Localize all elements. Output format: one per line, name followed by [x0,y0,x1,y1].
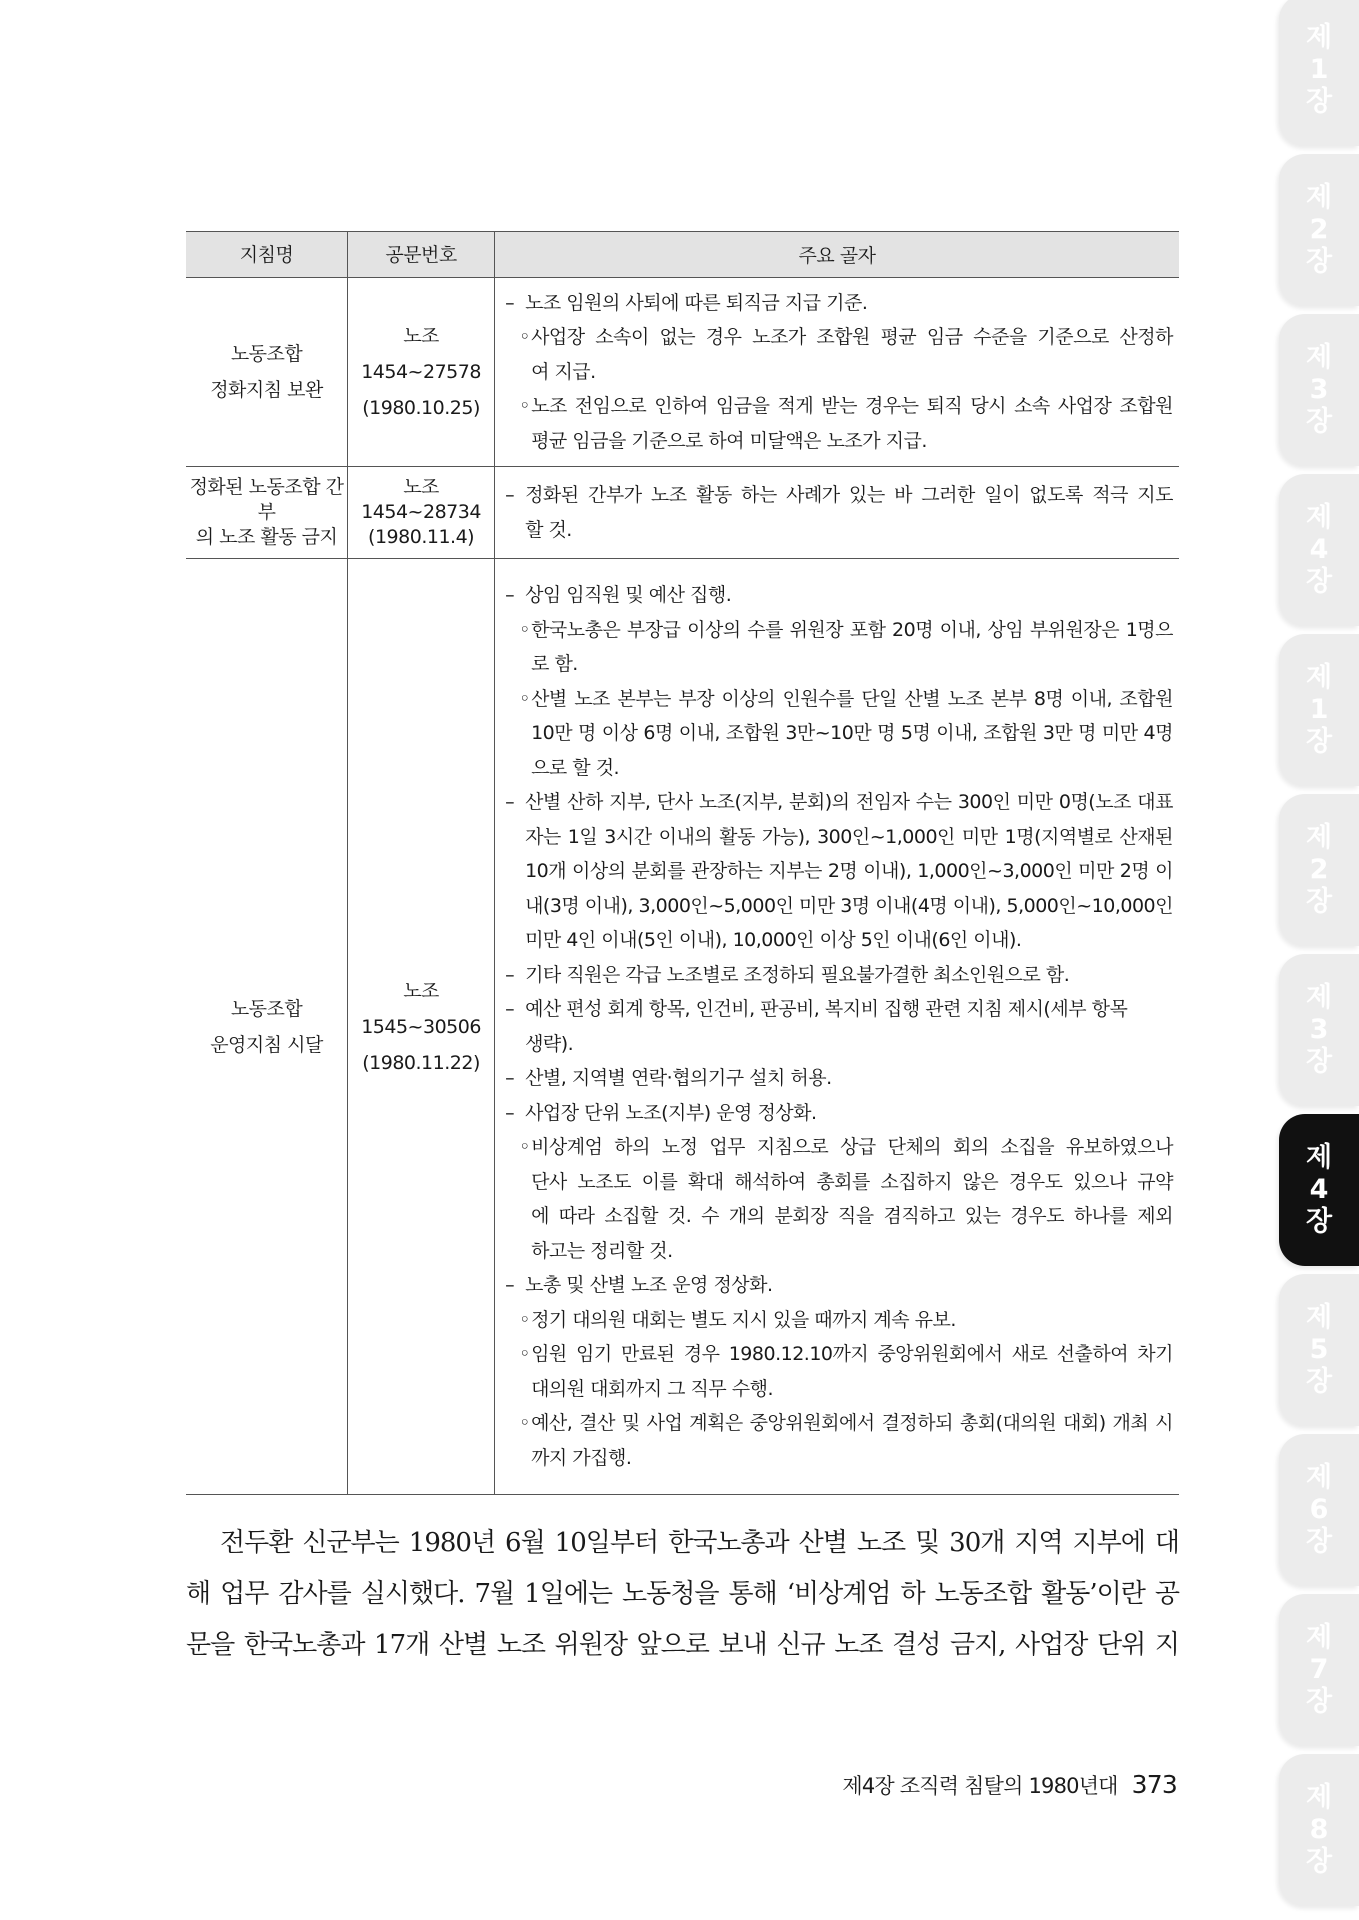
chapter-tab[interactable] [1279,634,1359,786]
guideline-name-line: 노동조합 [230,997,303,1020]
point-line [505,389,1173,424]
dash-bullet: – [505,998,515,1020]
dash-bullet: – [505,484,515,506]
guideline-name-cell [186,467,348,559]
point-text: 평균 임금을 기준으로 하여 미달액은 노조가 지급. [531,429,927,452]
point-line [505,1234,1173,1269]
chapter-tab-char: 7 [1309,1654,1329,1685]
point-line [505,958,1173,993]
point-text: 미만 4인 이내(5인 이내), 10,000인 이상 5인 이내(6인 이내). [525,929,1022,951]
point-text: 으로 할 것. [531,756,620,779]
chapter-tab-char: 장 [1305,406,1333,437]
dash-bullet: – [505,584,515,606]
point-text: 내(3명 이내), 3,000인~5,000인 미만 3명 이내(4명 이내), 5,000인~10,000인 [525,894,1173,917]
point-line [505,1303,1173,1338]
point-line [505,785,1173,820]
table-header-row [186,232,1179,278]
running-chapter-title: 제4장 조직력 침탈의 1980년대 [842,1774,1118,1798]
point-text: 사업장 소속이 없는 경우 노조가 조합원 평균 임금 수준을 기준으로 산정하 [531,326,1173,349]
chapter-tab-char: 제 [1305,1302,1333,1333]
document-number-cell [348,467,495,559]
guideline-name-cell [186,559,348,1495]
chapter-tab[interactable] [1279,954,1359,1106]
point-line [505,647,1173,682]
point-line [505,1199,1173,1234]
chapter-tab-char: 제 [1305,1142,1333,1173]
table-row [186,559,1179,1495]
guideline-name-line: 노동조합 [230,343,303,365]
point-line [505,578,1173,613]
point-text: 한국노총은 부장급 이상의 수를 위원장 포함 20명 이내, 상임 부위원장은 1명으 [531,618,1173,641]
guideline-name-line: 운영지침 시달 [210,1033,323,1056]
point-text: 정기 대의원 대회는 별도 지시 있을 때까지 계속 유보. [531,1308,956,1331]
chapter-tab[interactable] [1279,314,1359,466]
point-text: 자는 1일 3시간 이내의 활동 가능), 300인~1,000인 미만 1명(지역별로 산재된 [525,825,1173,848]
header-guideline-name: 지침명 [186,232,348,278]
point-line [505,1337,1173,1372]
point-text: 할 것. [525,518,572,541]
dash-bullet: – [505,1274,515,1296]
circle-bullet: ◦ [519,326,530,349]
chapter-tab-char: 2 [1309,214,1329,245]
point-text: 정화된 간부가 노조 활동 하는 사례가 있는 바 그러한 일이 없도록 적극 지도 [525,484,1173,506]
paragraph-line: 전두환 신군부는 1980년 6월 10일부터 한국노총과 산별 노조 및 30개 지역 지부에 대 [220,1528,1179,1558]
chapter-tab-char: 제 [1305,502,1333,533]
dash-bullet: – [505,791,515,813]
dash-bullet: – [505,1067,515,1089]
document-number-line: 노조 [403,979,439,1002]
point-text: 노조 전임으로 인하여 임금을 적게 받는 경우는 퇴직 당시 소속 사업장 조합원 [531,395,1173,418]
chapter-tab[interactable] [1279,794,1359,946]
point-line [505,682,1173,717]
chapter-tab[interactable] [1279,154,1359,306]
point-line [505,478,1173,513]
chapter-tab-char: 3 [1309,374,1329,405]
document-number-line: (1980.10.25) [362,397,480,419]
chapter-tab-char: 장 [1305,1526,1333,1557]
point-line [505,424,1173,459]
circle-bullet: ◦ [519,1412,530,1434]
table-row [186,278,1179,467]
page-number: 373 [1131,1770,1177,1799]
chapter-tab-char: 4 [1309,1174,1329,1205]
chapter-tab-char: 6 [1309,1494,1329,1525]
point-line [505,889,1173,924]
table-body [186,278,1179,1495]
chapter-tab-char: 4 [1309,534,1329,565]
chapter-tab-char: 8 [1309,1814,1329,1845]
point-line [505,1096,1173,1131]
guideline-name-line: 정화된 노동조합 간부 [189,476,344,523]
point-line [505,854,1173,889]
point-text: 단사 노조도 이를 확대 해석하여 총회를 소집하지 않은 경우도 있으나 규약 [531,1170,1173,1193]
point-line [505,355,1173,390]
circle-bullet: ◦ [519,687,530,710]
chapter-tab-char: 제 [1305,182,1333,213]
point-text: 여 지급. [531,360,596,383]
chapter-tab-char: 장 [1305,726,1333,757]
point-text: 예산 편성 회계 항목, 인건비, 판공비, 복지비 집행 관련 지침 제시(세부 항목 [525,998,1128,1020]
document-number-line: 1454~27578 [361,361,481,383]
document-number-line: 노조 [403,476,439,498]
dash-bullet: – [505,291,515,314]
chapter-tab[interactable] [1279,474,1359,626]
point-line [505,613,1173,648]
chapter-tab[interactable] [1279,1114,1359,1266]
chapter-tab-char: 제 [1305,1622,1333,1653]
point-line [505,751,1173,786]
chapter-tab[interactable] [1279,1434,1359,1586]
document-number-cell [348,278,495,467]
point-text: 하고는 정리할 것. [531,1239,673,1262]
document-number-line: (1980.11.4) [368,526,475,548]
chapter-tab-char: 제 [1305,1782,1333,1813]
chapter-tab-char: 장 [1305,566,1333,597]
chapter-tab[interactable] [1279,1594,1359,1746]
chapter-tab-char: 2 [1309,854,1329,885]
point-text: 노총 및 산별 노조 운영 정상화. [525,1274,773,1296]
point-line [505,820,1173,855]
point-text: 사업장 단위 노조(지부) 운영 정상화. [525,1101,817,1124]
main-points-cell [495,559,1179,1495]
point-line [505,1441,1173,1476]
point-text: 산별 노조 본부는 부장 이상의 인원수를 단일 산별 노조 본부 8명 이내, 조합원 [531,687,1173,710]
document-number-cell [348,559,495,1495]
point-text: 산별 산하 지부, 단사 노조(지부, 분회)의 전임자 수는 300인 미만 0명(노조 대표 [525,791,1173,813]
document-number-line: 1454~28734 [361,501,481,523]
point-text: 비상계엄 하의 노정 업무 지침으로 상급 단체의 회의 소집을 유보하였으나 [531,1136,1173,1158]
chapter-tab-char: 장 [1305,246,1333,277]
header-main-points: 주요 골자 [495,232,1179,278]
point-line [505,1268,1173,1303]
chapter-tab-char: 1 [1309,54,1329,85]
guideline-name-line: 의 노조 활동 금지 [195,526,338,548]
point-line [505,1406,1173,1441]
point-line [505,286,1173,321]
chapter-tab-char: 장 [1305,1206,1333,1237]
point-text: 상임 임직원 및 예산 집행. [525,584,732,606]
chapter-tab-char: 제 [1305,662,1333,693]
point-text: 대의원 대회까지 그 직무 수행. [531,1377,774,1400]
chapter-tab[interactable] [1279,0,1359,146]
page-footer [842,1770,1177,1800]
guideline-table [186,231,1179,1495]
point-line [505,1165,1173,1200]
chapter-tab-char: 3 [1309,1014,1329,1045]
guideline-name-cell [186,278,348,467]
point-text: 예산, 결산 및 사업 계획은 중앙위원회에서 결정하되 총회(대의원 대회) 개최 시 [531,1412,1173,1434]
point-text: 생략). [525,1032,574,1055]
chapter-tab[interactable] [1279,1274,1359,1426]
document-number-line: (1980.11.22) [362,1051,480,1074]
chapter-tab-char: 1 [1309,694,1329,725]
chapter-tab-char: 장 [1305,886,1333,917]
point-text: 에 따라 소집할 것. 수 개의 분회장 직을 겸직하고 있는 경우도 하나를 제외 [531,1205,1173,1227]
chapter-tab-char: 장 [1305,1846,1333,1877]
paragraph-line: 해 업무 감사를 실시했다. 7월 1일에는 노동청을 통해 ‘비상계엄 하 노동조합 활동’이란 공 [186,1579,1179,1609]
point-text: 임원 임기 만료된 경우 1980.12.10까지 중앙위원회에서 새로 선출하여 차기 [531,1343,1173,1365]
chapter-tab-char: 제 [1305,822,1333,853]
circle-bullet: ◦ [519,1343,530,1365]
point-line [505,716,1173,751]
point-line [505,1372,1173,1407]
chapter-tab-char: 장 [1305,1046,1333,1077]
point-line [505,513,1173,548]
point-line [505,1061,1173,1096]
point-line [505,1130,1173,1165]
point-text: 노조 임원의 사퇴에 따른 퇴직금 지급 기준. [525,291,868,314]
dash-bullet: – [505,1101,515,1124]
dash-bullet: – [505,963,515,986]
point-text: 10만 명 이상 6명 이내, 조합원 3만~10만 명 5명 이내, 조합원 3만 명 미만 4명 [531,722,1173,744]
circle-bullet: ◦ [519,395,530,418]
point-line [505,320,1173,355]
circle-bullet: ◦ [519,618,530,641]
chapter-tab[interactable] [1279,1754,1359,1906]
chapter-tab-char: 5 [1309,1334,1329,1365]
circle-bullet: ◦ [519,1308,530,1331]
chapter-tab-char: 제 [1305,1462,1333,1493]
chapter-tab-char: 장 [1305,1686,1333,1717]
body-paragraph [186,1518,1179,1671]
document-number-line: 1545~30506 [361,1015,481,1038]
paragraph-line: 문을 한국노총과 17개 산별 노조 위원장 앞으로 보내 신규 노조 결성 금지, 사업장 단위 지 [186,1630,1179,1660]
point-text: 기타 직원은 각급 노조별로 조정하되 필요불가결한 최소인원으로 함. [525,963,1070,986]
point-line [505,1027,1173,1062]
point-line [505,923,1173,958]
main-points-cell [495,467,1179,559]
point-text: 10개 이상의 분회를 관장하는 지부는 2명 이내), 1,000인~3,000인 미만 2명 이 [525,860,1173,882]
header-document-number: 공문번호 [348,232,495,278]
guideline-name-line: 정화지침 보완 [210,379,323,401]
chapter-tab-char: 제 [1305,342,1333,373]
chapter-tab-char: 제 [1305,22,1333,53]
chapter-tab-char: 장 [1305,86,1333,117]
chapter-tab-char: 장 [1305,1366,1333,1397]
chapter-tab-char: 제 [1305,982,1333,1013]
point-text: 산별, 지역별 연락·협의기구 설치 허용. [525,1067,832,1089]
table-row [186,467,1179,559]
document-number-line: 노조 [403,325,439,347]
point-text: 로 함. [531,653,578,675]
circle-bullet: ◦ [519,1136,530,1158]
point-text: 까지 가집행. [531,1446,632,1469]
point-line [505,992,1173,1027]
main-points-cell [495,278,1179,467]
